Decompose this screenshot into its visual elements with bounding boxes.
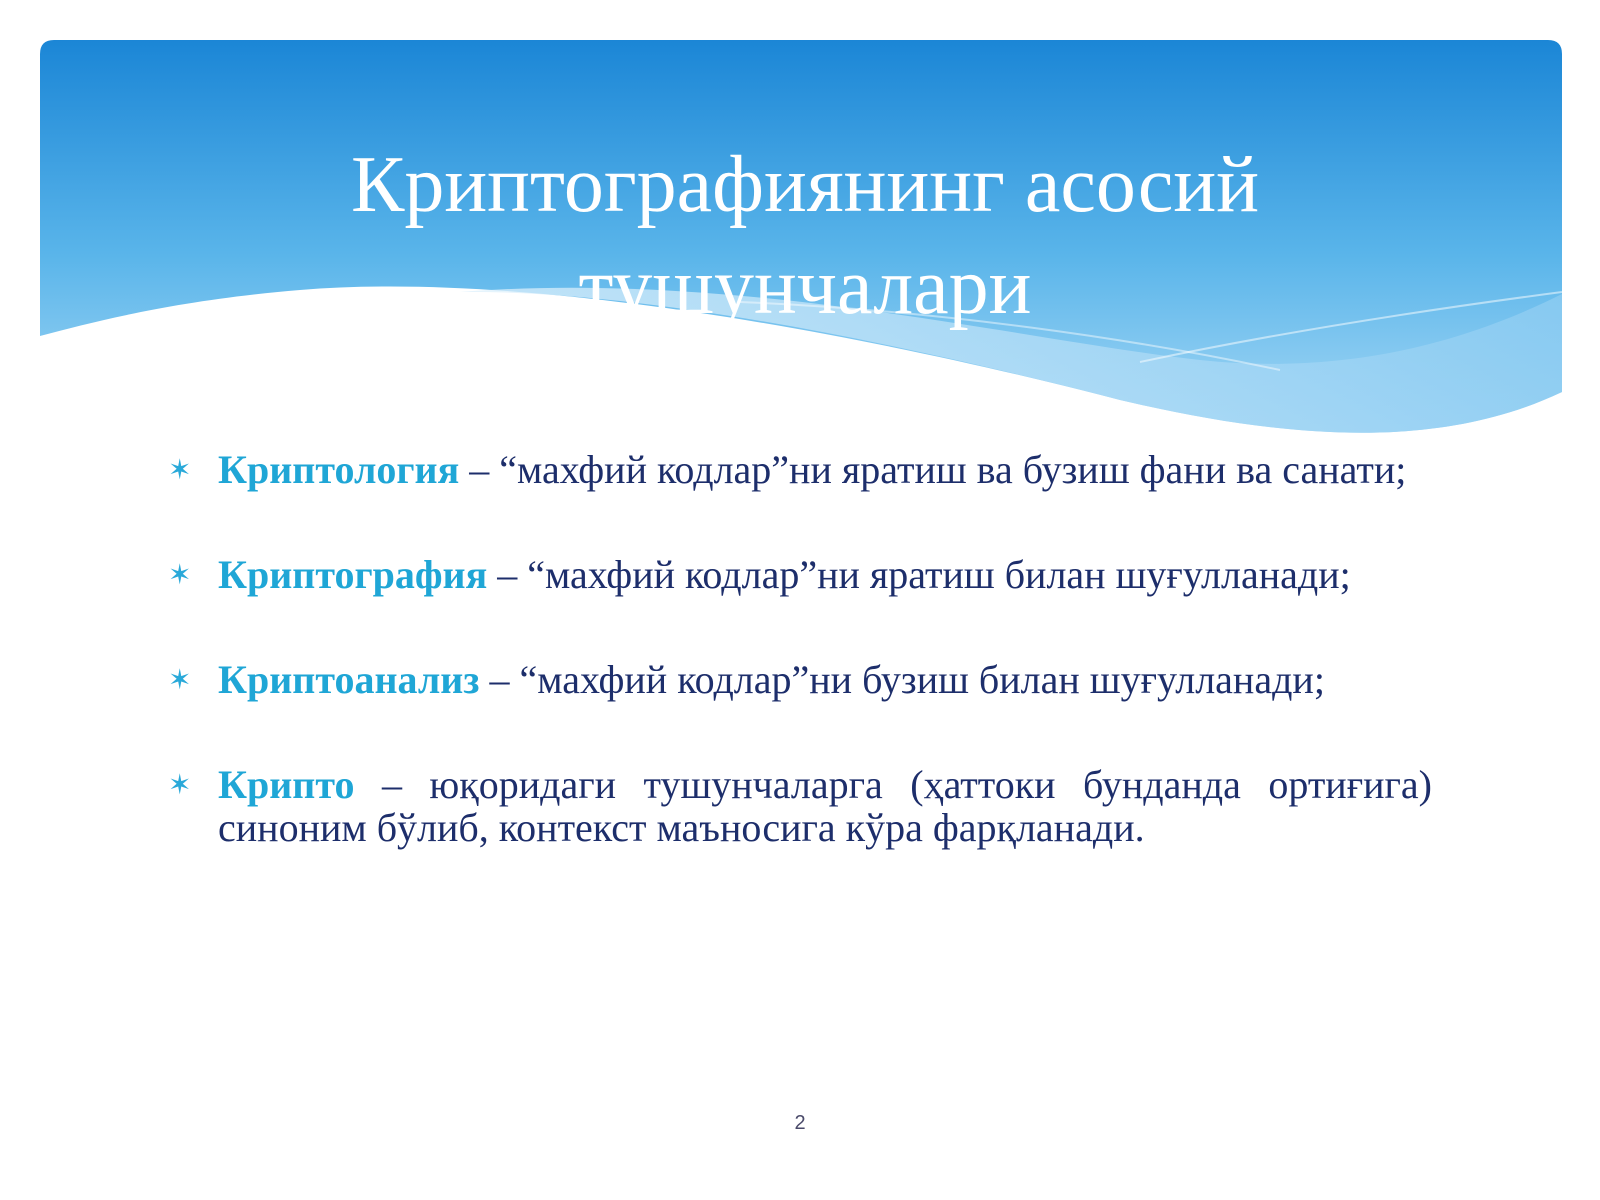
item-term: Крипто	[218, 762, 355, 807]
item-text	[218, 763, 1432, 849]
item-definition: – “махфий кодлар”ни яратиш билан шуғулланади;	[487, 552, 1351, 597]
list-item	[160, 763, 1432, 849]
list-item	[160, 448, 1432, 491]
title-line-1: Криптографиянинг асосий	[350, 140, 1260, 229]
item-term: Криптография	[218, 552, 488, 597]
bullet-list	[160, 448, 1432, 849]
item-definition: – “махфий кодлар”ни яратиш ва бузиш фани ва санати;	[459, 447, 1407, 492]
item-definition: – “махфий кодлар”ни бузиш билан шуғулланади;	[479, 657, 1325, 702]
item-text	[218, 553, 1432, 596]
slide-title	[120, 134, 1490, 338]
list-item	[160, 658, 1432, 701]
list-item	[160, 553, 1432, 596]
asterisk-bullet-icon: ✶	[168, 768, 192, 801]
asterisk-bullet-icon: ✶	[168, 663, 192, 696]
title-line-2: тушунчалари	[578, 242, 1032, 331]
item-text	[218, 448, 1432, 491]
item-text	[218, 658, 1432, 701]
item-term: Криптоанализ	[218, 657, 480, 702]
item-term: Криптология	[218, 447, 460, 492]
page-number: 2	[794, 1112, 806, 1134]
item-definition: – юқоридаги тушунчаларга (ҳаттоки бунданда ортиғига) синоним бўлиб, контекст маъносига кўра фарқланади.	[218, 762, 1432, 850]
asterisk-bullet-icon: ✶	[168, 558, 192, 591]
asterisk-bullet-icon: ✶	[168, 453, 192, 486]
